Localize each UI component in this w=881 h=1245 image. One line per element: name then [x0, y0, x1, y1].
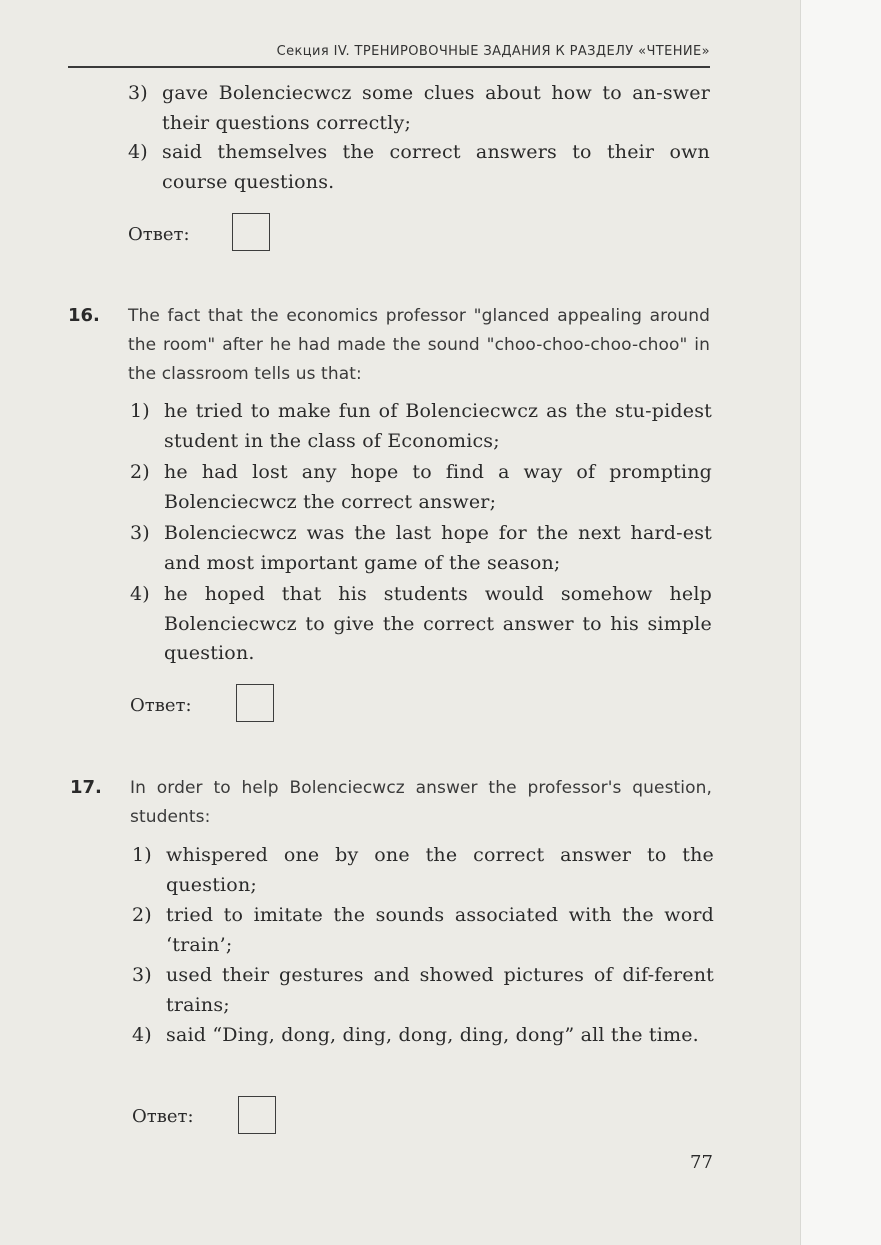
option-number: 4): [130, 583, 150, 605]
q17-option-3: [132, 961, 714, 1020]
q15-option-4: [128, 138, 710, 197]
option-text: used their gestures and showed pictures of dif-ferent trains;: [166, 964, 714, 1016]
option-text: said “Ding, dong, ding, dong, ding, dong” all the time.: [166, 1024, 699, 1046]
option-text: tried to imitate the sounds associated with the word ‘train’;: [166, 904, 714, 956]
option-number: 1): [132, 844, 152, 866]
option-text: said themselves the correct answers to their own course questions.: [162, 141, 710, 193]
q16-stem: The fact that the economics professor "glanced appealing around the room" after he had made the sound "choo-choo-choo-choo" in the classroom tells us that:: [128, 306, 710, 384]
q17-option-4: [132, 1021, 714, 1051]
q16-option-3: [130, 519, 712, 578]
option-number: 1): [130, 400, 150, 422]
option-number: 2): [132, 904, 152, 926]
option-number: 4): [132, 1024, 152, 1046]
option-text: whispered one by one the correct answer to the question;: [166, 844, 714, 896]
page-gutter: [800, 0, 881, 1245]
q17-stem: In order to help Bolenciecwcz answer the professor's question, students:: [130, 778, 712, 827]
q17-answer-label: Ответ:: [132, 1106, 194, 1127]
q16-number: 16.: [68, 305, 100, 326]
option-number: 3): [132, 964, 152, 986]
option-text: he tried to make fun of Bolenciecwcz as the stu-pidest student in the class of Economics;: [164, 400, 712, 452]
section-header-title: Секция IV. ТРЕНИРОВОЧНЫЕ ЗАДАНИЯ К РАЗДЕЛУ «ЧТЕНИЕ»: [276, 44, 710, 59]
q16-option-4: [130, 580, 712, 669]
q17-answer-box[interactable]: [238, 1096, 276, 1134]
q16-option-2: [130, 458, 712, 517]
q17-option-1: [132, 841, 714, 900]
option-number: 4): [128, 141, 148, 163]
option-text: gave Bolenciecwcz some clues about how to an-swer their questions correctly;: [162, 82, 710, 134]
q16-answer-label: Ответ:: [130, 695, 192, 716]
option-text: he had lost any hope to find a way of prompting Bolenciecwcz the correct answer;: [164, 461, 712, 513]
q16-answer-box[interactable]: [236, 684, 274, 722]
q15-answer-label: Ответ:: [128, 224, 190, 245]
q17-number: 17.: [70, 777, 102, 798]
option-text: Bolenciecwcz was the last hope for the next hard-est and most important game of the season;: [164, 522, 712, 574]
q15-answer-box[interactable]: [232, 213, 270, 251]
option-number: 3): [128, 82, 148, 104]
q17-option-2: [132, 901, 714, 960]
page-number: 77: [690, 1152, 713, 1173]
q16-option-1: [130, 397, 712, 456]
option-number: 3): [130, 522, 150, 544]
option-number: 2): [130, 461, 150, 483]
section-header: [68, 44, 710, 68]
option-text: he hoped that his students would somehow help Bolenciecwcz to give the correct answer to his simple question.: [164, 583, 712, 664]
q15-option-3: [128, 79, 710, 138]
